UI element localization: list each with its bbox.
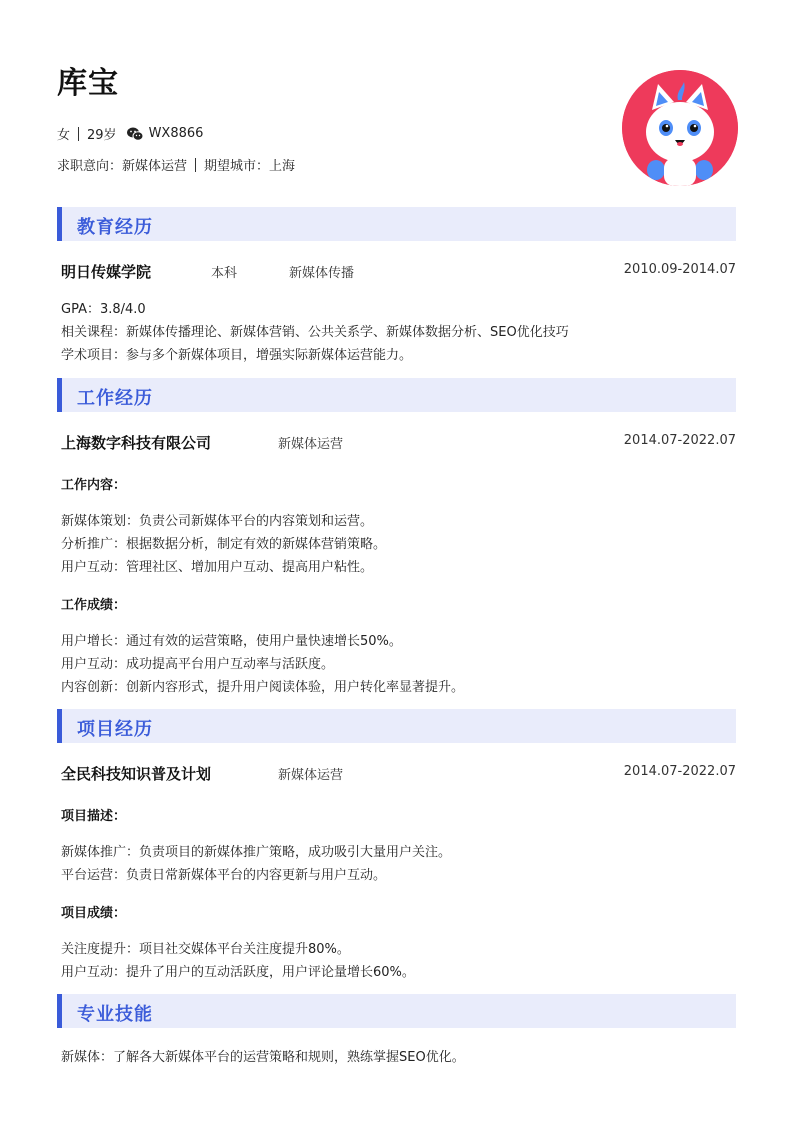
section-accent <box>57 378 62 412</box>
education-line: 相关课程：新媒体传播理论、新媒体营销、公共关系学、新媒体数据分析、SEO优化技巧 <box>61 325 569 340</box>
cat-mascot-icon <box>622 70 738 186</box>
work-content-heading: 工作内容： <box>61 478 127 493</box>
project-results-heading: 项目成绩： <box>61 906 127 921</box>
candidate-name: 库宝 <box>57 66 119 101</box>
major: 新媒体传播 <box>289 266 355 281</box>
wechat-id: WX8866 <box>148 126 204 141</box>
work-content-line: 新媒体策划：负责公司新媒体平台的内容策划和运营。 <box>61 514 374 529</box>
basic-info-row <box>57 124 203 143</box>
age: 29岁 <box>87 128 117 143</box>
work-results-line: 内容创新：创新内容形式，提升用户阅读体验，用户转化率显著提升。 <box>61 680 465 695</box>
project-results-line: 关注度提升：项目社交媒体平台关注度提升80%。 <box>61 942 350 957</box>
gender: 女 <box>57 128 71 143</box>
project-desc-line: 平台运营：负责日常新媒体平台的内容更新与用户互动。 <box>61 868 387 883</box>
section-project <box>57 709 736 743</box>
section-accent <box>57 709 62 743</box>
section-accent <box>57 994 62 1028</box>
project-name: 全民科技知识普及计划 <box>61 765 212 783</box>
avatar <box>622 70 738 186</box>
work-date: 2014.07-2022.07 <box>623 433 736 448</box>
section-title: 项目经历 <box>77 719 153 740</box>
job-intent: 求职意向：新媒体运营 <box>57 159 188 174</box>
job-intent-row <box>57 155 295 174</box>
section-title: 教育经历 <box>77 217 153 238</box>
education-line: 学术项目：参与多个新媒体项目，增强实际新媒体运营能力。 <box>61 348 413 363</box>
divider <box>78 127 79 141</box>
section-work <box>57 378 736 412</box>
school-name: 明日传媒学院 <box>61 263 152 281</box>
work-role: 新媒体运营 <box>278 437 344 452</box>
project-desc-heading: 项目描述： <box>61 809 127 824</box>
section-accent <box>57 207 62 241</box>
skills-line: 新媒体：了解各大新媒体平台的运营策略和规则，熟练掌握SEO优化。 <box>61 1050 465 1065</box>
degree: 本科 <box>211 266 238 281</box>
work-results-line: 用户增长：通过有效的运营策略，使用户量快速增长50%。 <box>61 634 402 649</box>
section-title: 工作经历 <box>77 388 153 409</box>
work-content-line: 用户互动：管理社区、增加用户互动、提高用户粘性。 <box>61 560 374 575</box>
work-results-heading: 工作成绩： <box>61 598 127 613</box>
section-education <box>57 207 736 241</box>
company-name: 上海数字科技有限公司 <box>61 434 212 452</box>
wechat-icon <box>127 127 143 141</box>
expected-city: 期望城市：上海 <box>204 159 296 174</box>
section-skills <box>57 994 736 1028</box>
divider <box>195 158 196 172</box>
section-title: 专业技能 <box>77 1004 153 1025</box>
education-line: GPA：3.8/4.0 <box>61 302 146 317</box>
project-role: 新媒体运营 <box>278 768 344 783</box>
work-content-line: 分析推广：根据数据分析，制定有效的新媒体营销策略。 <box>61 537 387 552</box>
project-date: 2014.07-2022.07 <box>623 764 736 779</box>
education-date: 2010.09-2014.07 <box>623 262 736 277</box>
work-results-line: 用户互动：成功提高平台用户互动率与活跃度。 <box>61 657 335 672</box>
project-desc-line: 新媒体推广：负责项目的新媒体推广策略，成功吸引大量用户关注。 <box>61 845 452 860</box>
project-results-line: 用户互动：提升了用户的互动活跃度，用户评论量增长60%。 <box>61 965 415 980</box>
